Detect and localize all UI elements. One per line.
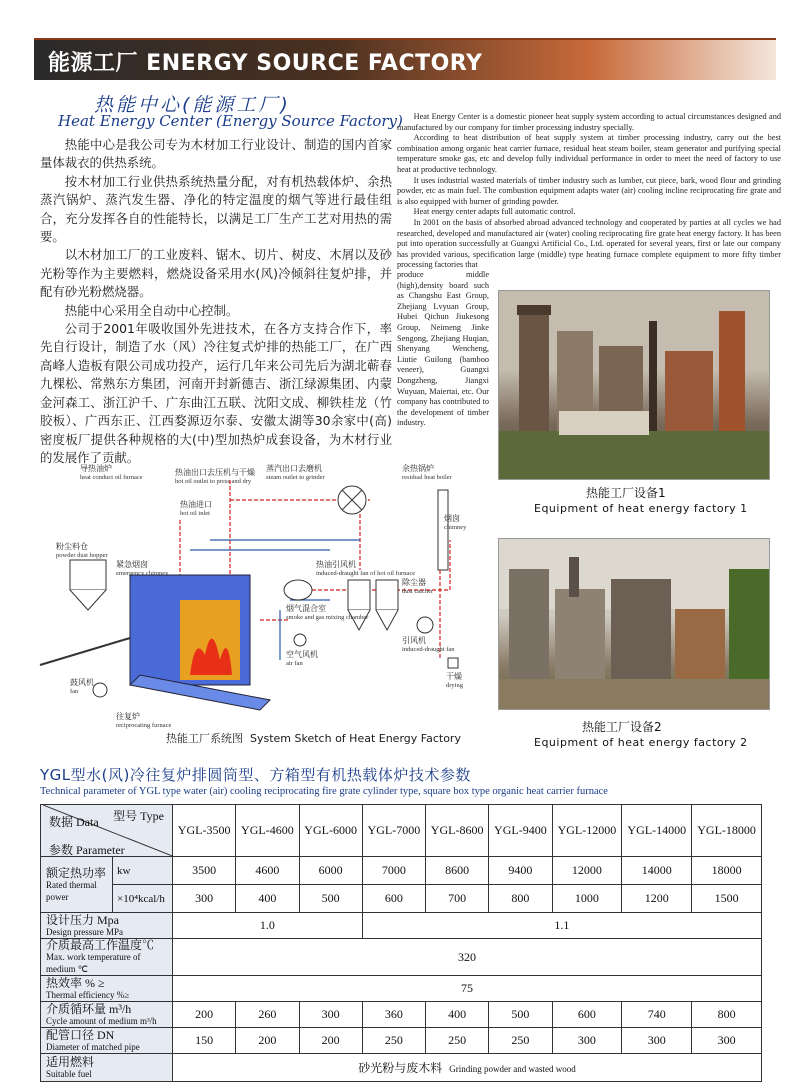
en-paragraph: Heat energy center adapts full automatic control.: [413, 207, 576, 217]
label-oil-furnace: 导热油炉 heat conduct oil furnace: [80, 464, 143, 481]
parameter-table: [40, 804, 762, 1082]
table-cell: 600: [552, 1002, 622, 1028]
rated-power-label: 额定热功率 Rated thermal power: [41, 857, 113, 913]
label-dust-catcher: 除尘器 dust catcher: [402, 578, 434, 595]
label-induced-fan: 引风机 induced-draught fan: [402, 636, 455, 653]
label-residual-boiler: 余热锅炉 residual heat boiler: [402, 464, 452, 481]
en-paragraph: In 2001 on the basis of absorbed abroad advanced technology and cooperated by parties at all cycles we had researched, developed and manufactured air (water) cooling reciprocating fire grate heat energy factory. It has been put into operation successfully at Guangxi Artificial Co., Ltd. operated for several years, first or late our company has provided various, specification large (middle) type heating furnace complete equipment to more fifty timber processing factories that: [397, 217, 781, 270]
label-oil-outlet: 热油出口去压机与干燥 hot oil outlet to press and dry: [175, 468, 255, 485]
table-row-efficiency: [41, 976, 762, 1002]
circulation-label: 介质循环量 m³/h Cycle amount of medium m³/h: [41, 1002, 173, 1028]
table-cell: 1.0: [173, 913, 363, 939]
table-cell: 1500: [692, 885, 762, 913]
table-cell: 3500: [173, 857, 236, 885]
label-powder-hopper: 粉尘料仓 powder dust hopper: [56, 542, 108, 559]
en-paragraph: Heat Energy Center is a domestic pioneer heat supply system according to actual circumstances designed and manufactured by our company for timber processing industry specially.: [397, 112, 781, 132]
table-cell: 7000: [362, 857, 425, 885]
table-cell: 18000: [692, 857, 762, 885]
model-header: YGL-8600: [426, 805, 489, 857]
diagram-caption-en: System Sketch of Heat Energy Factory: [250, 732, 461, 745]
unit-kw: kw: [113, 857, 173, 885]
table-cell: 400: [236, 885, 299, 913]
corner-data-label: 数据 Data: [49, 815, 99, 829]
table-cell: 4600: [236, 857, 299, 885]
model-header: YGL-6000: [299, 805, 362, 857]
table-cell: 300: [692, 1028, 762, 1054]
label-air-fan: 空气风机 air fan: [286, 650, 318, 667]
en-narrow-text: produce middle (high),density board such as Changshu East Group, Zhejiang Lvyuan Group, Hubei Qichun Jiukesong Group, Neimeng Jinke Sengong, Zhejiang Huqian, Shenyang Wencheng, Liutie Guilong (bamboo veneer), Guangxi Dongzheng, Jiangxi Wuyuan, Maiertai, etc. Our company has contributed to the development of timber industry.: [397, 270, 489, 428]
model-header: YGL-12000: [552, 805, 622, 857]
fuel-label: 适用燃料 Suitable fuel: [41, 1054, 173, 1082]
table-header-row: [41, 805, 762, 857]
corner-type-label: 型号 Type: [113, 809, 164, 823]
cn-paragraph: 热能中心是我公司专为木材加工行业设计、制造的国内首家量体裁衣的供热系统。: [40, 137, 392, 171]
label-mixing-chamber: 烟气混合室 smoke and gas mixing chamber: [286, 604, 369, 621]
table-row-pressure: [41, 913, 762, 939]
factory-photo-2: [498, 538, 770, 710]
cn-paragraph: 公司于2001年吸收国外先进技术，在各方支持合作下，率先自行设计，制造了水（风）冷往复式炉排的热能工厂，在广西高峰人造板有限公司成功投产，运行几年来公司先后为湖北蕲春九棵松、常熟东方集团，河南开封新德吉、浙江绿源集团、内蒙金河森工、浙江沪千、广东曲江五联、沈阳文成、柳铁桂龙（竹胶板）、广西东正、江西婺源迈尔泰、安徽太湖等30余家中(高)密度板厂提供各种规格的大(中)型加热炉成套设备，为木材行业的发展作了贡献。: [40, 321, 392, 465]
table-cell: 200: [236, 1028, 299, 1054]
table-cell: 320: [173, 939, 762, 976]
table-corner-cell: [41, 805, 173, 857]
factory-photo-1: [498, 290, 770, 480]
cn-body-text: [40, 136, 392, 467]
table-row-temperature: [41, 939, 762, 976]
table-cell: 200: [299, 1028, 362, 1054]
page-banner: [34, 38, 776, 80]
table-cell: 200: [173, 1002, 236, 1028]
label-induced-fan-oil: 热油引风机 induced-draught fan of hot oil furnace: [316, 560, 416, 577]
photo-2-caption-en: Equipment of heat energy factory 2: [534, 736, 748, 749]
table-title-cn: YGL型水(风)冷往复炉排圆筒型、方箱型有机热载体炉技术参数: [40, 766, 471, 784]
table-cell: 600: [362, 885, 425, 913]
table-cell: 400: [426, 1002, 489, 1028]
diagram-caption-cn: 热能工厂系统图: [166, 732, 243, 745]
pipe-label: 配管口径 DN Diameter of matched pipe: [41, 1028, 173, 1054]
table-cell: 12000: [552, 857, 622, 885]
model-header: YGL-4600: [236, 805, 299, 857]
table-cell: 75: [173, 976, 762, 1002]
table-cell: 800: [692, 1002, 762, 1028]
fuel-value-en: Grinding powder and wasted wood: [449, 1064, 576, 1074]
table-row-rated-kcal: [41, 885, 762, 913]
label-steam-outlet: 蒸汽出口去磨机 steam outlet to grinder: [266, 464, 325, 481]
table-cell: 700: [426, 885, 489, 913]
table-row-pipe: [41, 1028, 762, 1054]
table-cell: 500: [299, 885, 362, 913]
label-chimney: 烟囱 chimney: [444, 514, 467, 531]
table-cell: 360: [362, 1002, 425, 1028]
label-emergency-chimney: 紧急烟囱 emergency chimney: [116, 560, 169, 577]
table-cell: 150: [173, 1028, 236, 1054]
table-row-circulation: [41, 1002, 762, 1028]
table-cell: 250: [489, 1028, 552, 1054]
table-row-rated-kw: [41, 857, 762, 885]
table-cell: 300: [622, 1028, 692, 1054]
table-cell: 740: [622, 1002, 692, 1028]
cn-paragraph: 热能中心采用全自动中心控制。: [64, 302, 239, 318]
table-row-fuel: [41, 1054, 762, 1082]
en-body-text: [397, 112, 781, 271]
fuel-value-cell: [173, 1054, 762, 1082]
cn-paragraph: 按木材加工行业供热系统热量分配，对有机热载体炉、余热蒸汽锅炉、蒸汽发生器、净化的特定温度的烟气等进行最佳组合，充分发挥各自的性能特长，以满足工厂生产工艺对用热的需要。: [40, 173, 392, 245]
model-header: YGL-7000: [362, 805, 425, 857]
unit-kcal: ×10⁴kcal/h: [113, 885, 173, 913]
photo-1-caption-en: Equipment of heat energy factory 1: [534, 502, 748, 515]
pressure-label: 设计压力 Mpa Design pressure MPa: [41, 913, 173, 939]
model-header: YGL-9400: [489, 805, 552, 857]
table-cell: 500: [489, 1002, 552, 1028]
model-header: YGL-3500: [173, 805, 236, 857]
corner-param-label: 参数 Parameter: [49, 843, 125, 857]
table-cell: 8600: [426, 857, 489, 885]
efficiency-label: 热效率 % ≥ Thermal efficiency %≥: [41, 976, 173, 1002]
label-oil-inlet: 热油进口 hot oil inlet: [180, 500, 212, 517]
model-header: YGL-18000: [692, 805, 762, 857]
table-cell: 300: [552, 1028, 622, 1054]
table-cell: 300: [173, 885, 236, 913]
section-title-en: Heat Energy Center (Energy Source Factory): [58, 112, 403, 130]
table-cell: 1200: [622, 885, 692, 913]
table-cell: 1000: [552, 885, 622, 913]
fuel-value-cn: 砂光粉与废木料: [358, 1061, 443, 1075]
table-cell: 260: [236, 1002, 299, 1028]
table-cell: 300: [299, 1002, 362, 1028]
table-title-en: Technical parameter of YGL type water (air) cooling reciprocating fire grate cylinder type, square box type organic heat carrier furnace: [40, 786, 608, 797]
table-cell: 6000: [299, 857, 362, 885]
model-header: YGL-14000: [622, 805, 692, 857]
photo-1-caption-cn: 热能工厂设备1: [586, 486, 666, 500]
label-drying: 干燥 drying: [446, 672, 463, 689]
temperature-label: 介质最高工作温度℃ Max. work temperature of medium ℃: [41, 939, 173, 976]
section-title-cn: 热能中心(能源工厂): [94, 94, 291, 116]
label-furnace: 往复炉 reciprocating furnace: [116, 712, 172, 729]
system-sketch-diagram: [30, 460, 492, 730]
photo-2-caption-cn: 热能工厂设备2: [582, 720, 662, 734]
cn-paragraph: 以木材加工厂的工业废料、锯木、切片、树皮、木屑以及砂光粉等作为主要燃料，燃烧设备采用水(风)冷倾斜往复炉排，并配有砂光粉燃烧器。: [40, 247, 392, 300]
table-cell: 1.1: [362, 913, 761, 939]
table-cell: 9400: [489, 857, 552, 885]
en-paragraph: It uses industrial wasted materials of timber industry such as lumber, cut piece, bark, wood flour and grinding powder, etc as main fuel. The combustion equipment adapts water (air) cooling incline reciprocating fire grate and is also equipped with burner of grinding powder.: [397, 175, 781, 206]
table-cell: 800: [489, 885, 552, 913]
label-fan: 鼓风机 fan: [70, 678, 94, 695]
table-cell: 14000: [622, 857, 692, 885]
en-paragraph: According to heat distribution of heat supply system at timber processing industry, carry out the best combination among organic heat carrier furnace, residual heat steam boiler, steam generator and purifying special temperature smoke gas, etc and develop fully individual performance in order to meet the need of factory to use heat at productive technology.: [397, 133, 781, 174]
table-cell: 250: [426, 1028, 489, 1054]
diagram-caption: [166, 730, 461, 746]
table-cell: 250: [362, 1028, 425, 1054]
banner-title: 能源工厂 ENERGY SOURCE FACTORY: [48, 51, 483, 76]
